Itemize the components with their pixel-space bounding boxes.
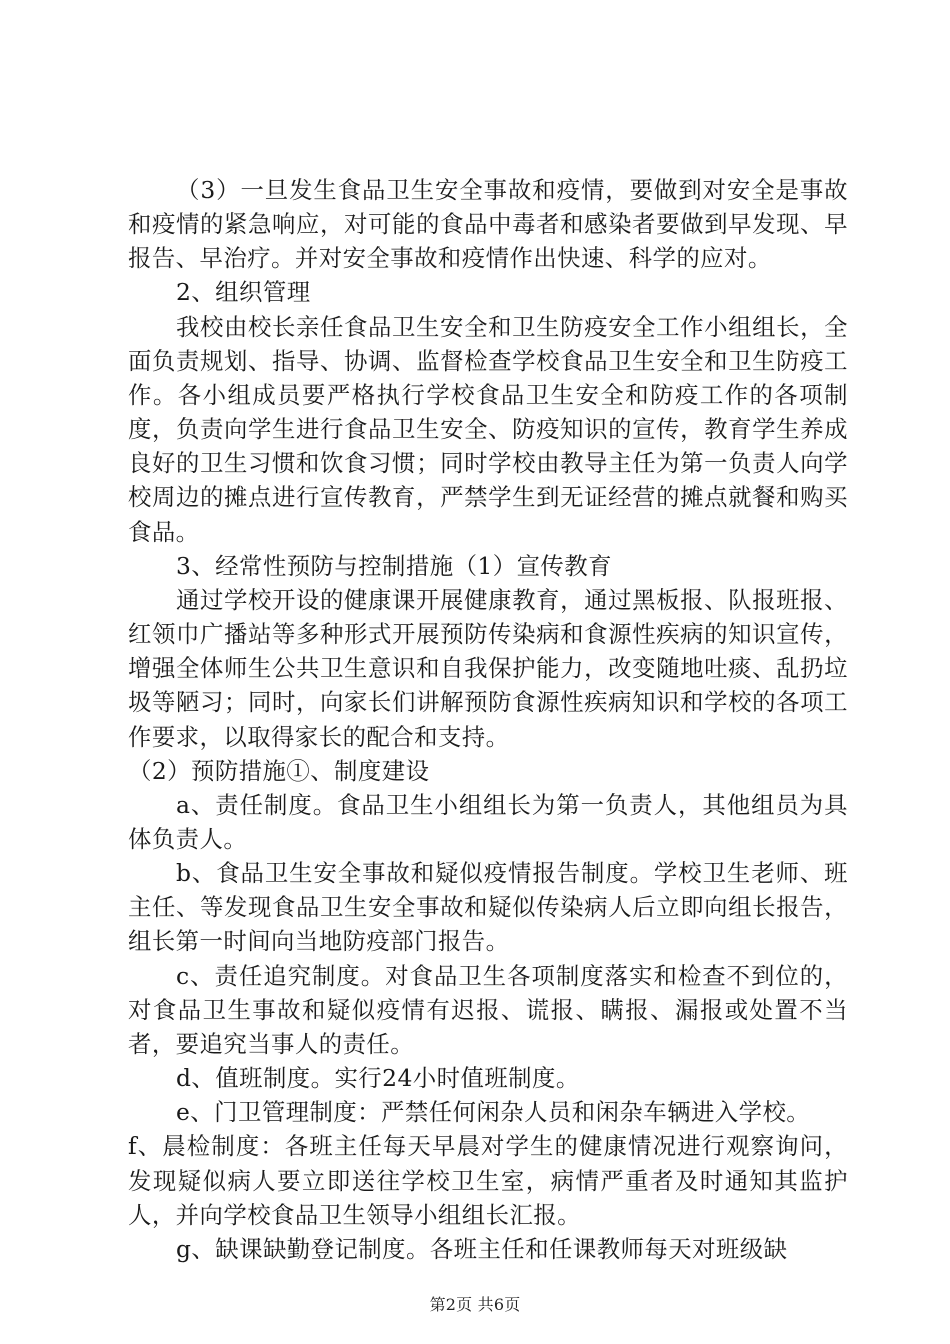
heading-organization-management: 2、组织管理	[176, 278, 311, 307]
paragraph-morning-check: f、晨检制度：各班主任每天早晨对学生的健康情况进行观察询问，发现疑似病人要立即送往学校卫生室，病情严重者及时通知其监护人，并向学校食品卫生领导小组组长汇报。	[128, 1132, 848, 1229]
paragraph-publicity-education: 通过学校开设的健康课开展健康教育，通过黑板报、队报班报、红领巾广播站等多种形式开展预防传染病和食源性疾病的知识宣传，增强全体师生公共卫生意识和自我保护能力，改变随地吐痰、乱扔垃圾等陋习；同时，向家长们讲解预防食源性疾病知识和学校的各项工作要求，以取得家长的配合和支持。	[128, 585, 848, 751]
paragraph-absence-registration: g、缺课缺勤登记制度。各班主任和任课教师每天对班级缺	[176, 1234, 788, 1263]
heading-prevention-measures: （2）预防措施①、制度建设	[128, 756, 430, 785]
paragraph-reporting-system: b、食品卫生安全事故和疑似疫情报告制度。学校卫生老师、班主任、等发现食品卫生安全事故和疑似传染病人后立即向组长报告，组长第一时间向当地防疫部门报告。	[128, 859, 848, 956]
document-body	[128, 173, 848, 1266]
paragraph-responsibility-system: a、责任制度。食品卫生小组组长为第一负责人，其他组员为具体负责人。	[128, 790, 848, 853]
paragraph-duty-system: d、值班制度。实行24小时值班制度。	[176, 1064, 580, 1093]
paragraph-accountability-system: c、责任追究制度。对食品卫生各项制度落实和检查不到位的，对食品卫生事故和疑似疫情有迟报、谎报、瞒报、漏报或处置不当者，要追究当事人的责任。	[128, 961, 848, 1058]
page-footer: 第2页 共6页	[429, 1295, 521, 1314]
heading-prevention-control: 3、经常性预防与控制措施（1）宣传教育	[176, 551, 612, 580]
paragraph-organization-details: 我校由校长亲任食品卫生安全和卫生防疫安全工作小组组长，全面负责规划、指导、协调、监督检查学校食品卫生安全和卫生防疫工作。各小组成员要严格执行学校食品卫生安全和防疫工作的各项制度，负责向学生进行食品卫生安全、防疫知识的宣传，教育学生养成良好的卫生习惯和饮食习惯；同时学校由教导主任为第一负责人向学校周边的摊点进行宣传教育，严禁学生到无证经营的摊点就餐和购买食品。	[128, 312, 848, 546]
paragraph-emergency-response: （3）一旦发生食品卫生安全事故和疫情，要做到对安全是事故和疫情的紧急响应，对可能的食品中毒者和感染者要做到早发现、早报告、早治疗。并对安全事故和疫情作出快速、科学的应对。	[128, 176, 848, 273]
paragraph-gate-management: e、门卫管理制度：严禁任何闲杂人员和闲杂车辆进入学校。	[176, 1098, 811, 1127]
